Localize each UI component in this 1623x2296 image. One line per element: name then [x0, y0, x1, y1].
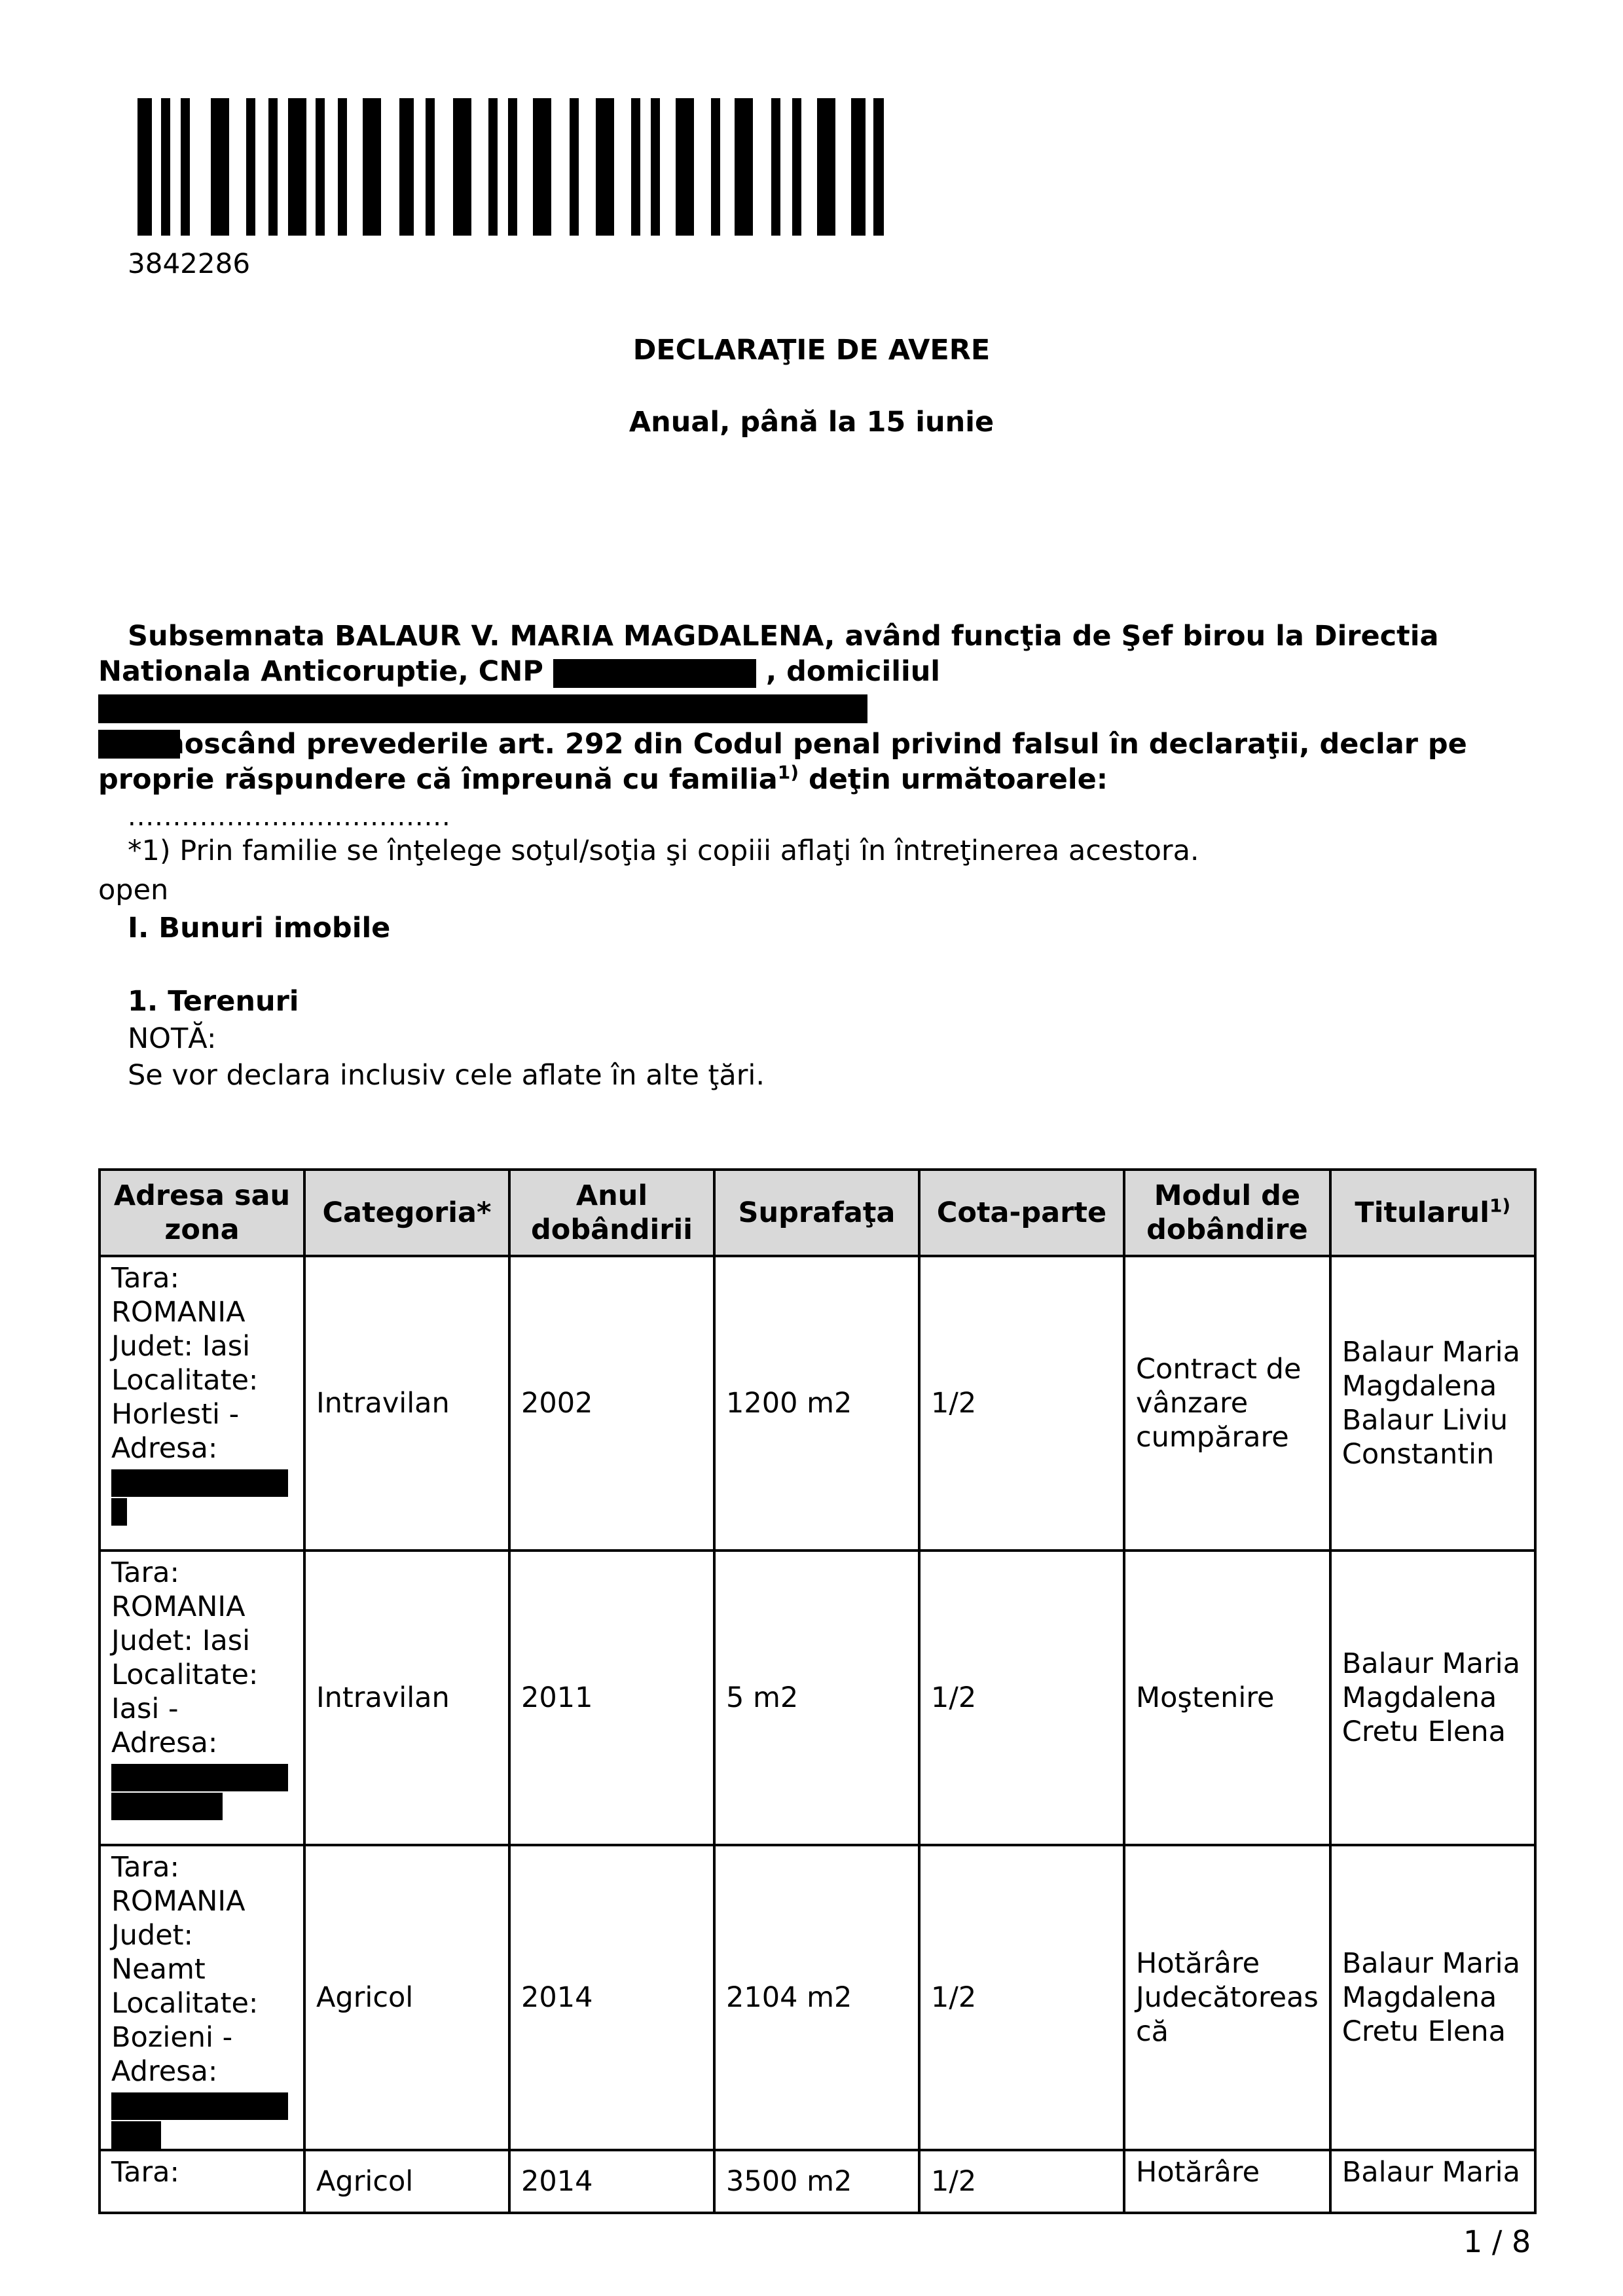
cell-line: Balaur Maria: [1341, 1947, 1520, 1980]
redacted-address: [111, 1793, 223, 1820]
barcode-bar: [508, 98, 517, 236]
barcode-bar: [211, 98, 229, 236]
barcode-bar: [596, 98, 614, 236]
cell-holder: [1330, 1551, 1535, 1845]
cell-address: [100, 1256, 304, 1551]
redacted-address: [111, 1764, 288, 1791]
cell-mode: [1124, 1845, 1330, 2150]
cell-holder: [1330, 2150, 1535, 2213]
barcode-bar: [453, 98, 471, 236]
cell-share: 1/2: [919, 1256, 1124, 1551]
knowing-text-end: deţin următoarele:: [808, 763, 1108, 796]
barcode-bar: [817, 98, 835, 236]
dotted-line: ....................................: [128, 802, 451, 832]
barcode-bar: [792, 98, 801, 236]
cell-line: ROMANIA: [111, 1885, 246, 1918]
cell-area: 1200 m2: [714, 1256, 919, 1551]
cell-line: vânzare: [1136, 1387, 1249, 1420]
header-address: Adresa sau zona: [100, 1170, 304, 1256]
barcode-bar: [268, 98, 278, 236]
cell-mode: [1124, 1551, 1330, 1845]
nota-label: NOTĂ:: [128, 1022, 217, 1055]
header-mode: Modul de dobândire: [1124, 1170, 1330, 1256]
barcode-bar: [288, 98, 306, 236]
cell-year: 2002: [509, 1256, 714, 1551]
cell-line: Tara:: [111, 1262, 180, 1295]
barcode-bar: [363, 98, 381, 236]
cell-line: Adresa:: [111, 1727, 218, 1759]
cell-line: Cretu Elena: [1341, 1715, 1506, 1748]
cell-mode: [1124, 1256, 1330, 1551]
cell-line: ROMANIA: [111, 1590, 246, 1623]
barcode-bar: [181, 98, 190, 236]
barcode-bar: [316, 98, 325, 236]
barcode-number: 3842286: [128, 247, 251, 279]
cell-line: Localitate:: [111, 1364, 259, 1397]
table-row: [100, 1256, 1535, 1551]
cell-share: 1/2: [919, 1845, 1124, 2150]
redacted-address: [111, 2092, 288, 2120]
cell-line: Tara:: [111, 1556, 180, 1589]
cell-address: [100, 2150, 304, 2213]
cell-year: 2014: [509, 2150, 714, 2213]
cell-area: 2104 m2: [714, 1845, 919, 2150]
redacted-address: [111, 1498, 127, 1526]
cell-line: Moştenire: [1136, 1681, 1275, 1714]
cell-line: Magdalena: [1341, 1981, 1497, 2014]
footnote-text: *1) Prin familie se înţelege soţul/soţia şi copiii aflaţi în întreţinerea acestora.: [128, 834, 1199, 867]
footnote-ref: 1): [777, 761, 799, 783]
header-share: Cota-parte: [919, 1170, 1124, 1256]
declarant-text-1: Subsemnata BALAUR V. MARIA MAGDALENA, având funcţia de Şef birou la Directia Nationala Anticoruptie, CNP: [98, 620, 1439, 688]
barcode-bar: [338, 98, 347, 236]
header-year: Anul dobândirii: [509, 1170, 714, 1256]
cell-line: Localitate:: [111, 1987, 259, 2020]
cell-line: Judet: Neamt: [111, 1919, 206, 1986]
cell-line: Balaur Maria: [1341, 1336, 1520, 1369]
cell-share: 1/2: [919, 1551, 1124, 1845]
cell-category: Agricol: [304, 1845, 509, 2150]
table-row: [100, 1551, 1535, 1845]
redacted-cnp: [553, 659, 756, 688]
barcode-bar: [735, 98, 753, 236]
cell-category: Intravilan: [304, 1256, 509, 1551]
barcode-bar: [771, 98, 780, 236]
barcode-bar: [873, 98, 884, 236]
cell-holder: [1330, 1256, 1535, 1551]
knowing-text: cunoscând prevederile art. 292 din Codul penal privind falsul în declaraţii, declar pe proprie răspundere că împreună cu familia: [98, 728, 1467, 796]
page-number: 1 / 8: [1463, 2224, 1531, 2259]
barcode-bar: [570, 98, 579, 236]
barcode-bar: [488, 98, 498, 236]
cell-line: Balaur Maria: [1341, 1647, 1520, 1680]
barcode-bar: [711, 98, 720, 236]
cell-line: Judet: Iasi: [111, 1624, 251, 1657]
cell-line: că: [1136, 2015, 1169, 2048]
nota-text: Se vor declara inclusiv cele aflate în alte ţări.: [128, 1059, 765, 1092]
header-category: Categoria*: [304, 1170, 509, 1256]
cell-category: Agricol: [304, 2150, 509, 2213]
barcode-bar: [631, 98, 640, 236]
land-table: [98, 1168, 1537, 2214]
header-holder: [1330, 1170, 1535, 1256]
redacted-address: [111, 1469, 288, 1497]
cell-line: Judecătoreas: [1136, 1981, 1319, 2014]
cell-holder: [1330, 1845, 1535, 2150]
open-label: open: [98, 874, 169, 906]
header-holder-label: Titularul: [1355, 1196, 1489, 1229]
header-area: Suprafaţa: [714, 1170, 919, 1256]
table-header-row: [100, 1170, 1535, 1256]
cell-line: ROMANIA: [111, 1296, 246, 1329]
table-row: [100, 1845, 1535, 2150]
cell-address: [100, 1845, 304, 2150]
cell-line: Balaur Maria: [1341, 2156, 1520, 2189]
cell-line: Constantin: [1341, 1438, 1495, 1471]
barcode-bar: [426, 98, 435, 236]
redacted-domicile: [98, 694, 867, 723]
cell-line: Hotărâre: [1136, 1947, 1260, 1980]
cell-line: Bozieni -: [111, 2021, 233, 2054]
cell-area: 5 m2: [714, 1551, 919, 1845]
subsection-heading: 1. Terenuri: [128, 985, 299, 1018]
cell-area: 3500 m2: [714, 2150, 919, 2213]
knowing-paragraph: [98, 726, 1525, 797]
header-holder-sup: 1): [1489, 1194, 1511, 1217]
cell-address: [100, 1551, 304, 1845]
cell-line: Magdalena: [1341, 1681, 1497, 1714]
barcode-bar: [676, 98, 694, 236]
cell-line: Contract de: [1136, 1353, 1302, 1386]
barcode-bar: [851, 98, 866, 236]
cell-line: Adresa:: [111, 2055, 218, 2088]
barcode-bar: [137, 98, 152, 236]
barcode-bar: [161, 98, 170, 236]
cell-line: Horlesti -: [111, 1398, 240, 1431]
table-row: [100, 2150, 1535, 2213]
barcode: [137, 98, 884, 236]
redacted-address: [111, 2121, 161, 2149]
cell-mode: [1124, 2150, 1330, 2213]
cell-line: Cretu Elena: [1341, 2015, 1506, 2048]
barcode-bar: [246, 98, 255, 236]
barcode-bar: [651, 98, 660, 236]
declarant-text-2: , domiciliul: [765, 655, 941, 688]
cell-share: 1/2: [919, 2150, 1124, 2213]
cell-line: Localitate:: [111, 1659, 259, 1691]
barcode-bar: [399, 98, 414, 236]
cell-line: Magdalena: [1341, 1370, 1497, 1403]
cell-line: Balaur Liviu: [1341, 1404, 1508, 1437]
cell-line: Tara:: [111, 1851, 180, 1884]
section-heading: I. Bunuri imobile: [128, 912, 391, 944]
cell-year: 2014: [509, 1845, 714, 2150]
cell-year: 2011: [509, 1551, 714, 1845]
document-subtitle: Anual, până la 15 iunie: [629, 406, 994, 439]
cell-line: Hotărâre: [1136, 2156, 1260, 2189]
cell-line: Tara:: [111, 2156, 180, 2189]
document-title: DECLARAŢIE DE AVERE: [632, 334, 991, 367]
cell-category: Intravilan: [304, 1551, 509, 1845]
cell-line: Adresa:: [111, 1432, 218, 1465]
barcode-bar: [533, 98, 551, 236]
cell-line: Iasi -: [111, 1693, 179, 1725]
cell-line: Judet: Iasi: [111, 1330, 251, 1363]
cell-line: cumpărare: [1136, 1421, 1289, 1454]
